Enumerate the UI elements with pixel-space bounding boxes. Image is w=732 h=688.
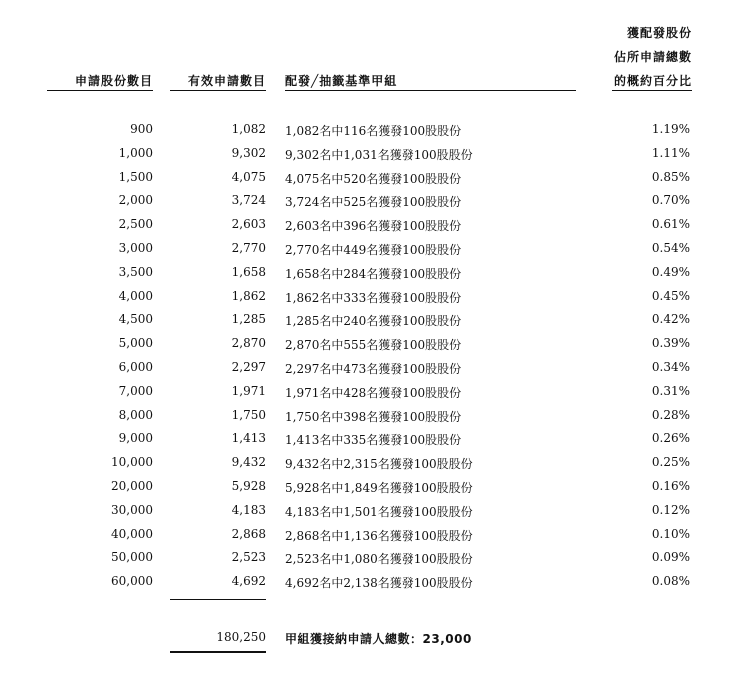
applied-shares-cell: 40,000 (111, 526, 153, 541)
applied-shares-cell: 2,500 (118, 217, 153, 232)
allotment-basis-cell: 2,523名中1,080名獲發100股股份 (285, 552, 473, 567)
header-percentage-line3: 的概約百分比 (613, 74, 692, 88)
table-row (0, 309, 732, 333)
applied-shares-cell: 50,000 (111, 550, 153, 565)
table-row (0, 238, 732, 262)
applied-shares-cell: 3,000 (118, 240, 153, 255)
allotment-basis-cell: 1,082名中116名獲發100股股份 (285, 124, 462, 138)
percentage-cell: 1.19% (651, 122, 690, 136)
table-row (0, 381, 732, 405)
applied-shares-cell: 8,000 (118, 407, 153, 422)
header-percentage-line1: 獲配發股份 (626, 26, 692, 40)
header-applied-shares: 申請股份數目 (74, 74, 153, 88)
applied-shares-cell: 60,000 (111, 574, 153, 589)
valid-applications-cell: 2,870 (231, 336, 266, 351)
percentage-cell: 0.16% (651, 478, 690, 493)
valid-applications-cell: 1,082 (231, 122, 266, 136)
applied-shares-cell: 30,000 (111, 502, 153, 517)
valid-applications-cell: 1,971 (231, 383, 266, 398)
allotment-basis-cell: 4,183名中1,501名獲發100股股份 (285, 504, 473, 519)
percentage-cell: 0.09% (651, 550, 690, 565)
applied-shares-cell: 1,000 (118, 145, 153, 160)
allotment-basis-cell: 2,868名中1,136名獲發100股股份 (285, 528, 473, 543)
table-row (0, 571, 732, 595)
header-rule-col4 (612, 90, 692, 91)
allotment-basis-cell: 2,870名中555名獲發100股股份 (285, 338, 462, 353)
applied-shares-cell: 20,000 (111, 478, 153, 493)
percentage-cell: 0.25% (651, 455, 690, 470)
percentage-cell: 0.31% (651, 383, 690, 398)
table-row (0, 405, 732, 429)
percentage-cell: 0.26% (651, 431, 690, 446)
applied-shares-cell: 3,500 (118, 264, 153, 279)
table-row (0, 190, 732, 214)
percentage-cell: 0.39% (651, 336, 690, 351)
header-rule-col3 (285, 90, 576, 91)
allotment-basis-cell: 1,750名中398名獲發100股股份 (285, 409, 462, 424)
allotment-basis-cell: 4,075名中520名獲發100股股份 (285, 171, 462, 186)
percentage-cell: 0.54% (651, 240, 690, 255)
table-row (0, 524, 732, 548)
valid-applications-cell: 1,658 (231, 264, 266, 279)
applied-shares-cell: 10,000 (111, 455, 153, 470)
valid-applications-cell: 2,868 (231, 526, 266, 541)
header-allotment-basis: 配發╱抽籤基準甲組 (285, 74, 398, 88)
allotment-basis-cell: 9,432名中2,315名獲發100股股份 (285, 457, 473, 472)
table-row (0, 214, 732, 238)
applied-shares-cell: 7,000 (118, 383, 153, 398)
table-row (0, 547, 732, 571)
allotment-basis-cell: 4,692名中2,138名獲發100股股份 (285, 576, 473, 591)
allotment-basis-cell: 1,658名中284名獲發100股股份 (285, 266, 462, 281)
percentage-cell: 0.12% (651, 502, 690, 517)
applied-shares-cell: 9,000 (118, 431, 153, 446)
percentage-cell: 0.61% (651, 217, 690, 232)
allotment-basis-cell: 2,297名中473名獲發100股股份 (285, 361, 462, 376)
allotment-basis-cell: 3,724名中525名獲發100股股份 (285, 195, 462, 210)
applied-shares-cell: 900 (130, 122, 153, 136)
percentage-cell: 0.08% (651, 574, 690, 589)
percentage-cell: 0.49% (651, 264, 690, 279)
total-double-rule (170, 651, 266, 653)
valid-applications-cell: 5,928 (231, 478, 266, 493)
total-summary: 甲組獲接納申請人總數：23,000 (285, 632, 472, 646)
table-row (0, 452, 732, 476)
applied-shares-cell: 5,000 (118, 336, 153, 351)
percentage-cell: 0.10% (651, 526, 690, 541)
allotment-table-body (0, 119, 732, 595)
applied-shares-cell: 1,500 (118, 169, 153, 184)
valid-applications-cell: 2,523 (231, 550, 266, 565)
table-row (0, 143, 732, 167)
table-row (0, 476, 732, 500)
allotment-basis-cell: 2,770名中449名獲發100股股份 (285, 242, 462, 257)
valid-applications-cell: 4,692 (231, 574, 266, 589)
applied-shares-cell: 2,000 (118, 193, 153, 208)
percentage-cell: 0.45% (651, 288, 690, 303)
percentage-cell: 0.28% (651, 407, 690, 422)
header-valid-applications: 有效申請數目 (187, 74, 266, 88)
table-row (0, 500, 732, 524)
allotment-basis-cell: 9,302名中1,031名獲發100股股份 (285, 147, 473, 162)
header-rule-col1 (47, 90, 153, 91)
valid-applications-cell: 9,302 (231, 145, 266, 160)
valid-applications-cell: 2,770 (231, 240, 266, 255)
table-row (0, 167, 732, 191)
percentage-cell: 0.42% (651, 312, 690, 327)
table-row (0, 262, 732, 286)
applied-shares-cell: 4,000 (118, 288, 153, 303)
header-percentage-line2: 佔所申請總數 (613, 50, 692, 64)
valid-applications-cell: 1,413 (231, 431, 266, 446)
valid-applications-cell: 1,285 (231, 312, 266, 327)
applied-shares-cell: 6,000 (118, 359, 153, 374)
table-row (0, 286, 732, 310)
percentage-cell: 0.70% (651, 193, 690, 208)
header-rule-col2 (170, 90, 266, 91)
valid-applications-cell: 4,075 (231, 169, 266, 184)
percentage-cell: 0.85% (651, 169, 690, 184)
valid-applications-cell: 2,297 (231, 359, 266, 374)
valid-applications-cell: 3,724 (231, 193, 266, 208)
allotment-basis-cell: 1,413名中335名獲發100股股份 (285, 433, 462, 448)
percentage-cell: 1.11% (651, 145, 690, 160)
valid-applications-cell: 9,432 (231, 455, 266, 470)
applied-shares-cell: 4,500 (118, 312, 153, 327)
valid-applications-cell: 1,862 (231, 288, 266, 303)
percentage-cell: 0.34% (651, 359, 690, 374)
table-row (0, 357, 732, 381)
allotment-basis-cell: 1,971名中428名獲發100股股份 (285, 385, 462, 400)
valid-applications-cell: 2,603 (231, 217, 266, 232)
allotment-basis-cell: 2,603名中396名獲發100股股份 (285, 219, 462, 234)
allotment-basis-cell: 5,928名中1,849名獲發100股股份 (285, 480, 473, 495)
allotment-basis-cell: 1,862名中333名獲發100股股份 (285, 290, 462, 305)
allotment-basis-cell: 1,285名中240名獲發100股股份 (285, 314, 462, 329)
subtotal-rule (170, 599, 266, 600)
valid-applications-cell: 1,750 (231, 407, 266, 422)
total-applications: 180,250 (216, 630, 266, 644)
table-row (0, 428, 732, 452)
valid-applications-cell: 4,183 (231, 502, 266, 517)
table-row (0, 333, 732, 357)
table-row (0, 119, 732, 143)
